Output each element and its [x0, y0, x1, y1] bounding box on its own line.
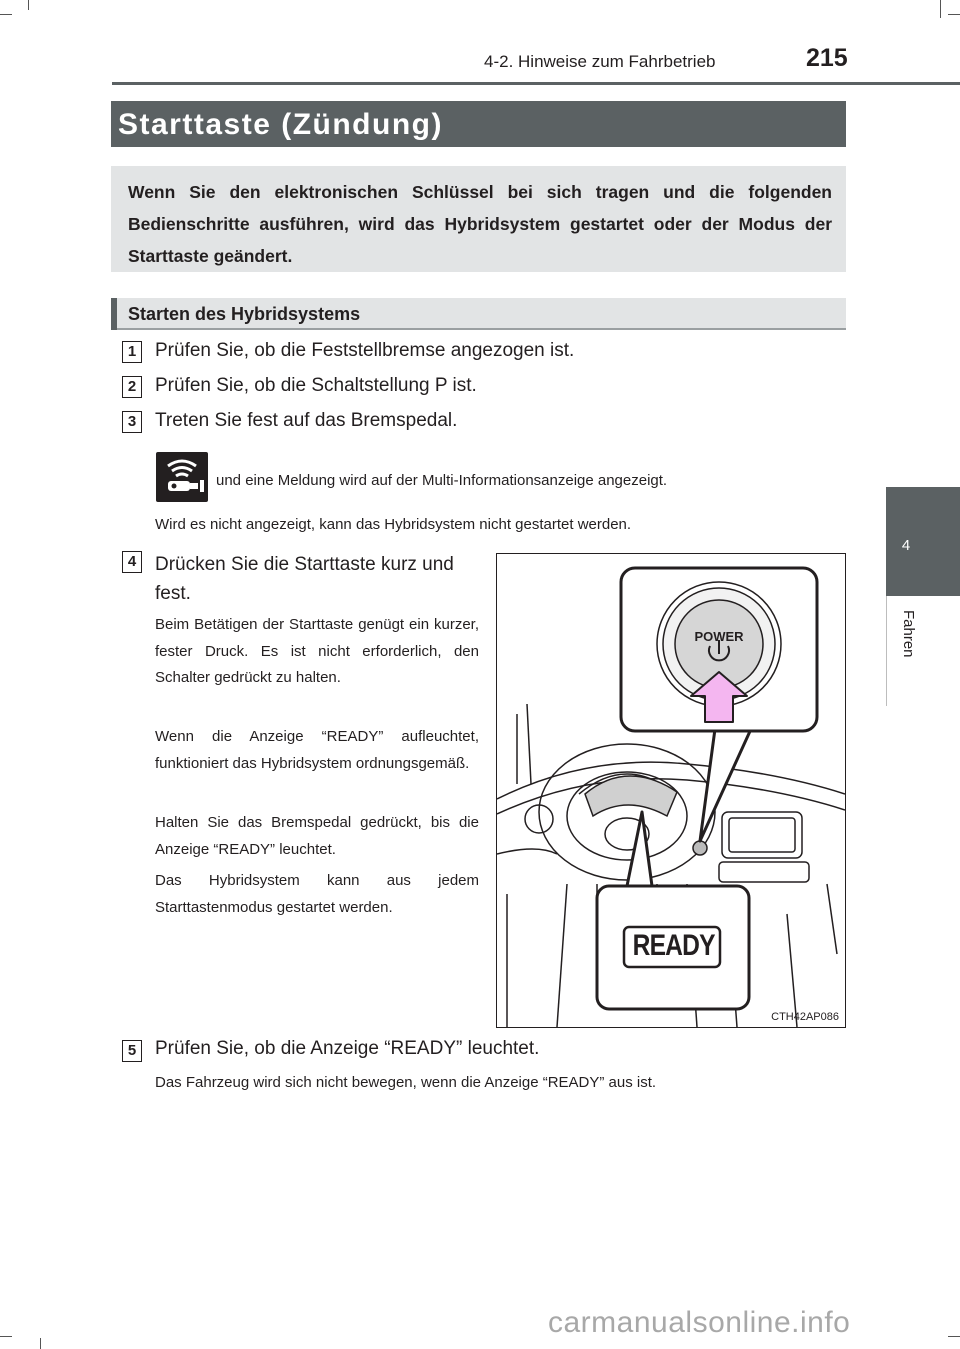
- step-text: Prüfen Sie, ob die Schaltstellung P ist.: [155, 375, 477, 396]
- brake-wireless-key-icon: [156, 452, 208, 502]
- step-number: 4: [122, 551, 142, 573]
- crop-mark: [40, 1338, 41, 1349]
- step5-note: Das Fahrzeug wird sich nicht bewegen, wenn die Anzeige “READY” aus ist.: [155, 1074, 657, 1091]
- step4-paragraph: Beim Betätigen der Starttaste genügt ein kurzer, fester Druck. Es ist nicht erforderlich, den Schalter gedrückt zu halten.: [155, 616, 479, 686]
- page-title: Starttaste (Zündung): [118, 108, 443, 141]
- chapter-divider: [886, 596, 887, 706]
- illustration-code: CTH42AP086: [771, 1011, 839, 1023]
- icon-caption: und eine Meldung wird auf der Multi-Informationsanzeige angezeigt.: [216, 472, 668, 489]
- step-number: 1: [122, 341, 142, 363]
- chapter-number: 4: [901, 537, 911, 554]
- intro-text: Wenn Sie den elektronischen Schlüssel bei sich tragen und die folgenden Bedienschritte ausführen, wird das Hybridsystem gestartet oder der Modus der Starttaste geändert.: [128, 182, 832, 266]
- header-rule: [112, 82, 960, 85]
- crop-mark: [0, 1336, 12, 1337]
- crop-mark: [948, 1336, 960, 1337]
- page-number: 215: [806, 44, 848, 72]
- step-text: Prüfen Sie, ob die Feststellbremse angezogen ist.: [155, 340, 575, 361]
- chapter-label: Fahren: [900, 610, 917, 658]
- step4-paragraph: Das Hybridsystem kann aus jedem Starttastenmodus gestartet werden.: [155, 872, 479, 916]
- power-button-label: POWER: [694, 629, 744, 644]
- crop-mark: [948, 14, 960, 15]
- step-text: Treten Sie fest auf das Bremspedal.: [155, 410, 458, 431]
- ready-indicator-label: READY: [632, 929, 715, 962]
- crop-mark: [0, 14, 12, 15]
- subsection-accent: [111, 298, 117, 330]
- step-number: 5: [122, 1040, 142, 1062]
- section-path: 4-2. Hinweise zum Fahrbetrieb: [484, 52, 716, 71]
- crop-mark: [28, 0, 29, 10]
- dashboard-illustration: [496, 553, 846, 1028]
- step4-paragraph: Wenn die Anzeige “READY” aufleuchtet, funktioniert das Hybridsystem ordnungsgemäß.: [155, 728, 479, 772]
- crop-mark: [940, 0, 941, 18]
- step4-paragraph: Halten Sie das Bremspedal gedrückt, bis die Anzeige “READY” leuchtet.: [155, 814, 479, 858]
- step-number: 2: [122, 376, 142, 398]
- step-text: Prüfen Sie, ob die Anzeige “READY” leuchtet.: [155, 1038, 540, 1059]
- watermark: carmanualsonline.info: [548, 1306, 851, 1339]
- step-number: 3: [122, 411, 142, 433]
- step3-note: Wird es nicht angezeigt, kann das Hybridsystem nicht gestartet werden.: [155, 516, 632, 533]
- subsection-title: Starten des Hybridsystems: [128, 304, 361, 324]
- step-text: Drücken Sie die Starttaste kurz und fest.: [155, 554, 454, 604]
